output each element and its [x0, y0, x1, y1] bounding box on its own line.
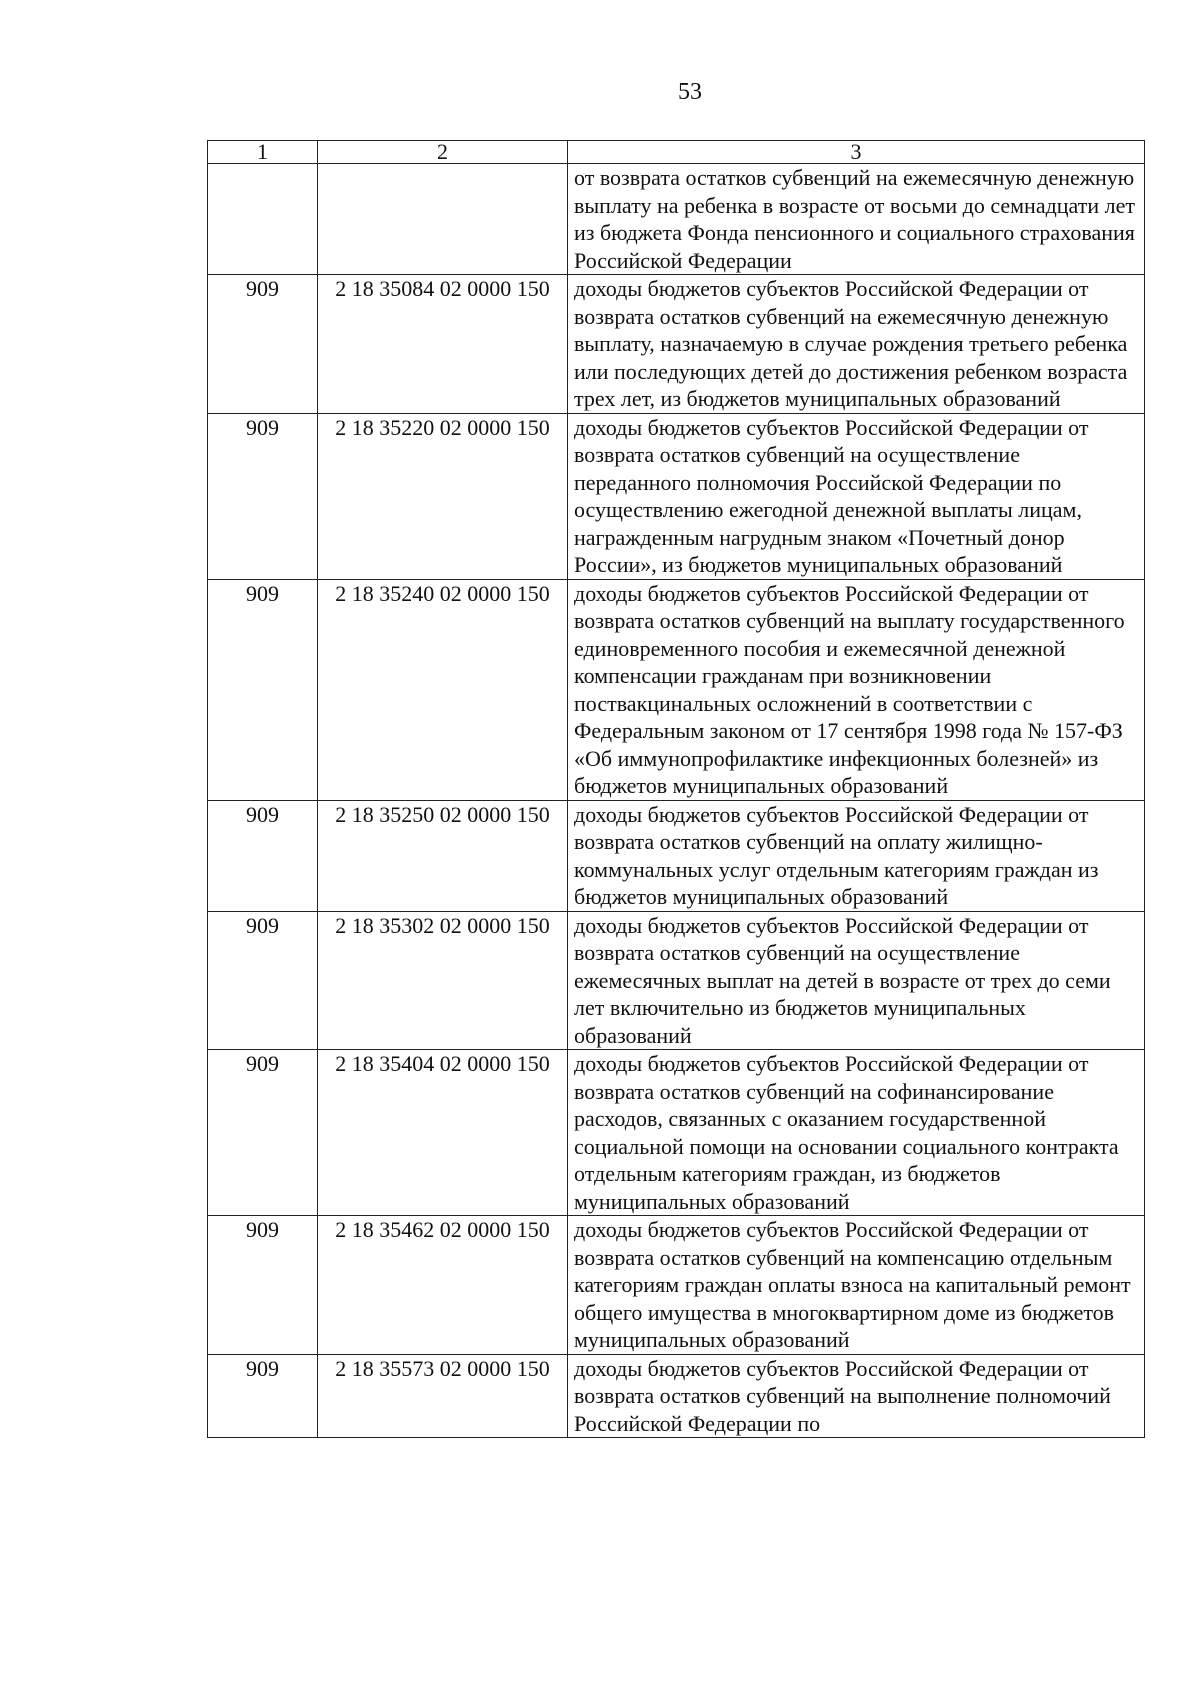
page-number: 53: [678, 79, 702, 105]
table-row: [208, 1216, 1145, 1355]
header-col-3: 3: [568, 141, 1145, 164]
description-cell: доходы бюджетов субъектов Российской Федерации от возврата остатков субвенций на компенсацию отдельным категориям граждан оплаты взноса на капитальный ремонт общего имущества в многоквартирном доме из бюджетов муниципальных образований: [568, 1216, 1145, 1355]
budget-code-cell: 2 18 35250 02 0000 150: [318, 800, 568, 911]
header-col-2: 2: [318, 141, 568, 164]
admin-code-cell: 909: [208, 911, 318, 1050]
table-row: [208, 1050, 1145, 1216]
admin-code-cell: 909: [208, 1216, 318, 1355]
table-row: [208, 1354, 1145, 1438]
admin-code-cell: 909: [208, 579, 318, 800]
budget-code-cell: 2 18 35240 02 0000 150: [318, 579, 568, 800]
table-row: [208, 413, 1145, 579]
budget-code-cell: 2 18 35302 02 0000 150: [318, 911, 568, 1050]
admin-code-cell: 909: [208, 275, 318, 414]
budget-code-cell: 2 18 35573 02 0000 150: [318, 1354, 568, 1438]
budget-classification-table: [207, 140, 1145, 1438]
budget-code-cell: [318, 164, 568, 275]
admin-code-cell: 909: [208, 1354, 318, 1438]
description-cell: доходы бюджетов субъектов Российской Федерации от возврата остатков субвенций на оплату жилищно-коммунальных услуг отдельным категориям граждан из бюджетов муниципальных образований: [568, 800, 1145, 911]
budget-code-cell: 2 18 35462 02 0000 150: [318, 1216, 568, 1355]
table-body: [208, 164, 1145, 1438]
admin-code-cell: 909: [208, 1050, 318, 1216]
table-row: [208, 579, 1145, 800]
table-row: [208, 275, 1145, 414]
table-row: [208, 164, 1145, 275]
admin-code-cell: [208, 164, 318, 275]
description-cell: доходы бюджетов субъектов Российской Федерации от возврата остатков субвенций на ежемесячную денежную выплату, назначаемую в случае рождения третьего ребенка или последующих детей до достижения ребенком возраста трех лет, из бюджетов муниципальных образований: [568, 275, 1145, 414]
header-col-1: 1: [208, 141, 318, 164]
admin-code-cell: 909: [208, 413, 318, 579]
budget-code-cell: 2 18 35404 02 0000 150: [318, 1050, 568, 1216]
budget-code-cell: 2 18 35084 02 0000 150: [318, 275, 568, 414]
table-row: [208, 911, 1145, 1050]
description-cell: от возврата остатков субвенций на ежемесячную денежную выплату на ребенка в возрасте от восьми до семнадцати лет из бюджета Фонда пенсионного и социального страхования Российской Федерации: [568, 164, 1145, 275]
description-cell: доходы бюджетов субъектов Российской Федерации от возврата остатков субвенций на софинансирование расходов, связанных с оказанием государственной социальной помощи на основании социального контракта отдельным категориям граждан, из бюджетов муниципальных образований: [568, 1050, 1145, 1216]
table-header-row: [208, 141, 1145, 164]
description-cell: доходы бюджетов субъектов Российской Федерации от возврата остатков субвенций на осуществление переданного полномочия Российской Федерации по осуществлению ежегодной денежной выплаты лицам, награжденным нагрудным знаком «Почетный донор России», из бюджетов муниципальных образований: [568, 413, 1145, 579]
admin-code-cell: 909: [208, 800, 318, 911]
table-row: [208, 800, 1145, 911]
description-cell: доходы бюджетов субъектов Российской Федерации от возврата остатков субвенций на осуществление ежемесячных выплат на детей в возрасте от трех до семи лет включительно из бюджетов муниципальных образований: [568, 911, 1145, 1050]
description-cell: доходы бюджетов субъектов Российской Федерации от возврата остатков субвенций на выплату государственного единовременного пособия и ежемесячной денежной компенсации гражданам при возникновении поствакцинальных осложнений в соответствии с Федеральным законом от 17 сентября 1998 года № 157-ФЗ «Об иммунопрофилактике инфекционных болезней» из бюджетов муниципальных образований: [568, 579, 1145, 800]
budget-code-cell: 2 18 35220 02 0000 150: [318, 413, 568, 579]
description-cell: доходы бюджетов субъектов Российской Федерации от возврата остатков субвенций на выполнение полномочий Российской Федерации по: [568, 1354, 1145, 1438]
